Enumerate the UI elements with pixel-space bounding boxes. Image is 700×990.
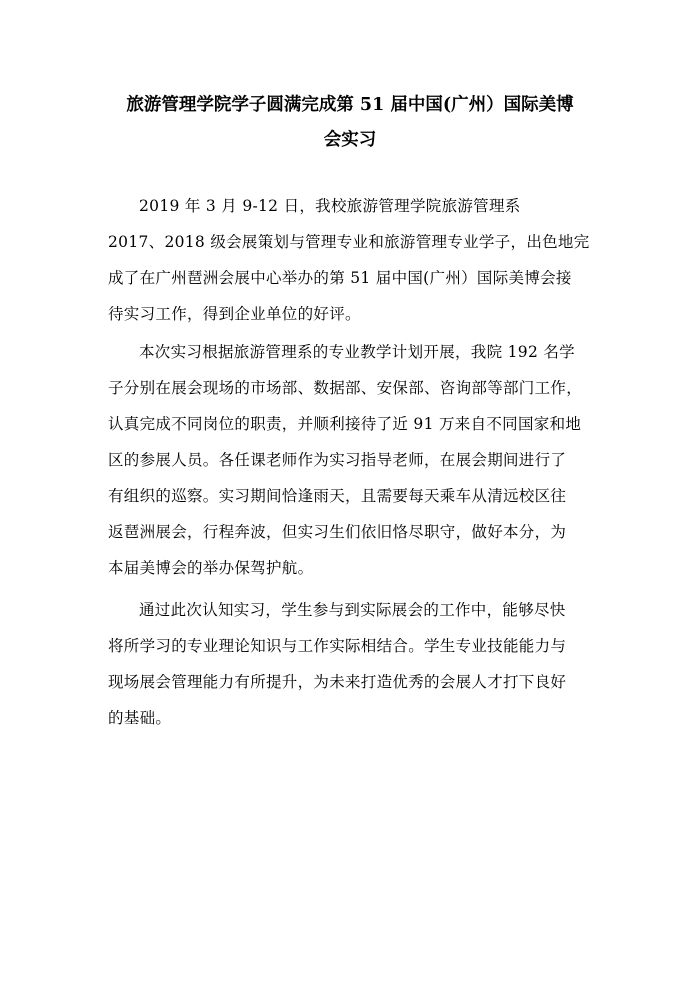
paragraph-3-line-4: 的基础。 xyxy=(108,709,172,727)
article-title-line-1: 旅游管理学院学子圆满完成第 51 届中国(广州）国际美博 xyxy=(126,95,574,115)
paragraph-2-line-6: 返琶洲展会，行程奔波，但实习生们依旧恪尽职守，做好本分，为 xyxy=(108,523,567,541)
paragraph-1-line-4: 待实习工作，得到企业单位的好评。 xyxy=(108,305,361,323)
paragraph-3-line-3: 现场展会管理能力有所提升，为未来打造优秀的会展人才打下良好 xyxy=(108,673,567,691)
paragraph-1-line-3: 成了在广州琶洲会展中心举办的第 51 届中国(广州）国际美博会接 xyxy=(108,269,572,287)
paragraph-2-line-4: 区的参展人员。各任课老师作为实习指导老师，在展会期间进行了 xyxy=(108,451,567,469)
paragraph-3-line-1: 通过此次认知实习，学生参与到实际展会的工作中，能够尽快 xyxy=(139,601,566,619)
paragraph-2-line-7: 本届美博会的举办保驾护航。 xyxy=(108,559,314,577)
paragraph-2-line-2: 子分别在展会现场的市场部、数据部、安保部、咨询部等部门工作， xyxy=(108,379,583,397)
paragraph-1-line-1: 2019 年 3 月 9-12 日，我校旅游管理学院旅游管理系 xyxy=(139,197,521,215)
paragraph-1-line-2: 2017、2018 级会展策划与管理专业和旅游管理专业学子，出色地完 xyxy=(108,233,590,251)
article-title-line-2: 会实习 xyxy=(323,130,377,150)
paragraph-2-line-3: 认真完成不同岗位的职责，并顺利接待了近 91 万来自不同国家和地 xyxy=(108,415,582,433)
paragraph-2-line-1: 本次实习根据旅游管理系的专业教学计划开展，我院 192 名学 xyxy=(139,343,575,361)
paragraph-3-line-2: 将所学习的专业理论知识与工作实际相结合。学生专业技能能力与 xyxy=(108,637,567,655)
paragraph-2-line-5: 有组织的巡察。实习期间恰逢雨天，且需要每天乘车从清远校区往 xyxy=(108,487,567,505)
